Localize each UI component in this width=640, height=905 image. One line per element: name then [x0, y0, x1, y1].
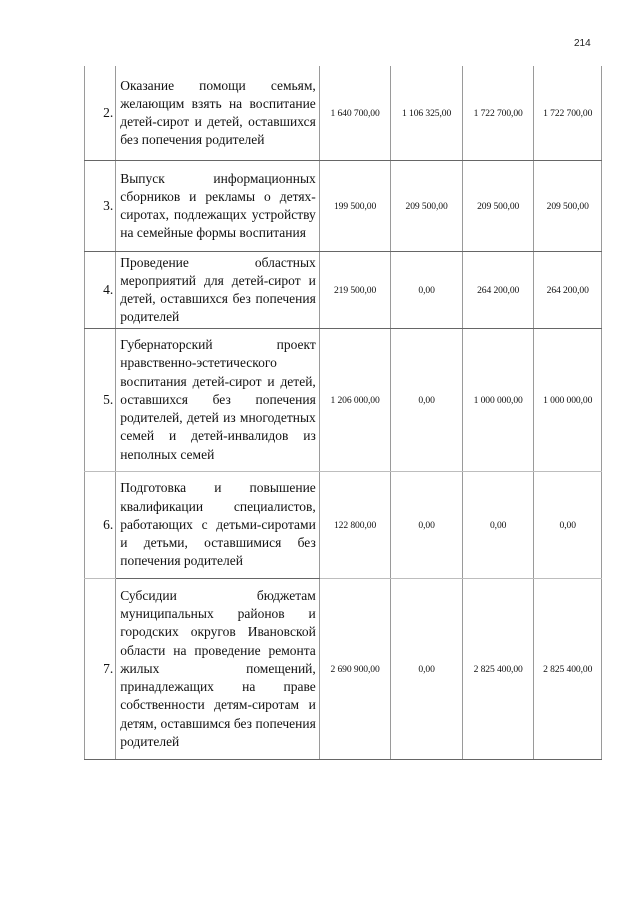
- amount-cell: 0,00: [534, 472, 602, 579]
- amount-cell: 209 500,00: [391, 161, 463, 252]
- amount-cell: 264 200,00: [534, 252, 602, 329]
- amount-cell: 199 500,00: [319, 161, 391, 252]
- amount-cell: 122 800,00: [319, 472, 391, 579]
- amount-cell: 2 825 400,00: [462, 579, 534, 760]
- table-row: [85, 579, 602, 760]
- amount-cell: 1 000 000,00: [534, 329, 602, 472]
- row-number: 5.: [85, 329, 116, 472]
- amount-cell: 219 500,00: [319, 252, 391, 329]
- budget-table: [84, 66, 602, 760]
- amount-cell: 0,00: [391, 252, 463, 329]
- amount-cell: 1 206 000,00: [319, 329, 391, 472]
- amount-cell: 1 000 000,00: [462, 329, 534, 472]
- amount-cell: 1 722 700,00: [462, 66, 534, 161]
- amount-cell: 264 200,00: [462, 252, 534, 329]
- amount-cell: 1 722 700,00: [534, 66, 602, 161]
- row-number: 4.: [85, 252, 116, 329]
- amount-cell: 1 640 700,00: [319, 66, 391, 161]
- row-description: Субсидии бюджетам муниципальных районов и городских округов Ивановской области на проведение ремонта жилых помещений, принадлежащих на праве собственности детям-сиротам и детям, оставшимся без попечения родителей: [116, 579, 320, 760]
- amount-cell: 209 500,00: [462, 161, 534, 252]
- row-number: 2.: [85, 66, 116, 161]
- amount-cell: 0,00: [391, 329, 463, 472]
- row-description: Проведение областных мероприятий для детей-сирот и детей, оставшихся без попечения родителей: [116, 252, 320, 329]
- row-description: Выпуск информационных сборников и рекламы о детях-сиротах, подлежащих устройству на семейные формы воспитания: [116, 161, 320, 252]
- table-row: [85, 161, 602, 252]
- amount-cell: 2 825 400,00: [534, 579, 602, 760]
- row-description: Подготовка и повышение квалификации специалистов, работающих с детьми-сиротами и детьми, оставшимися без попечения родителей: [116, 472, 320, 579]
- row-number: 7.: [85, 579, 116, 760]
- row-number: 3.: [85, 161, 116, 252]
- amount-cell: 1 106 325,00: [391, 66, 463, 161]
- table-row: [85, 329, 602, 472]
- row-description: Губернаторский проект нравственно-эстетического воспитания детей-сирот и детей, оставшихся без попечения родителей, детей из многодетных семей и детей-инвалидов из неполных семей: [116, 329, 320, 472]
- amount-cell: 0,00: [462, 472, 534, 579]
- amount-cell: 0,00: [391, 579, 463, 760]
- amount-cell: 2 690 900,00: [319, 579, 391, 760]
- page-number: 214: [574, 38, 591, 49]
- table-row: [85, 252, 602, 329]
- row-number: 6.: [85, 472, 116, 579]
- row-description: Оказание помощи семьям, желающим взять на воспитание детей-сирот и детей, оставшихся без попечения родителей: [116, 66, 320, 161]
- table-row: [85, 66, 602, 161]
- amount-cell: 0,00: [391, 472, 463, 579]
- table-row: [85, 472, 602, 579]
- amount-cell: 209 500,00: [534, 161, 602, 252]
